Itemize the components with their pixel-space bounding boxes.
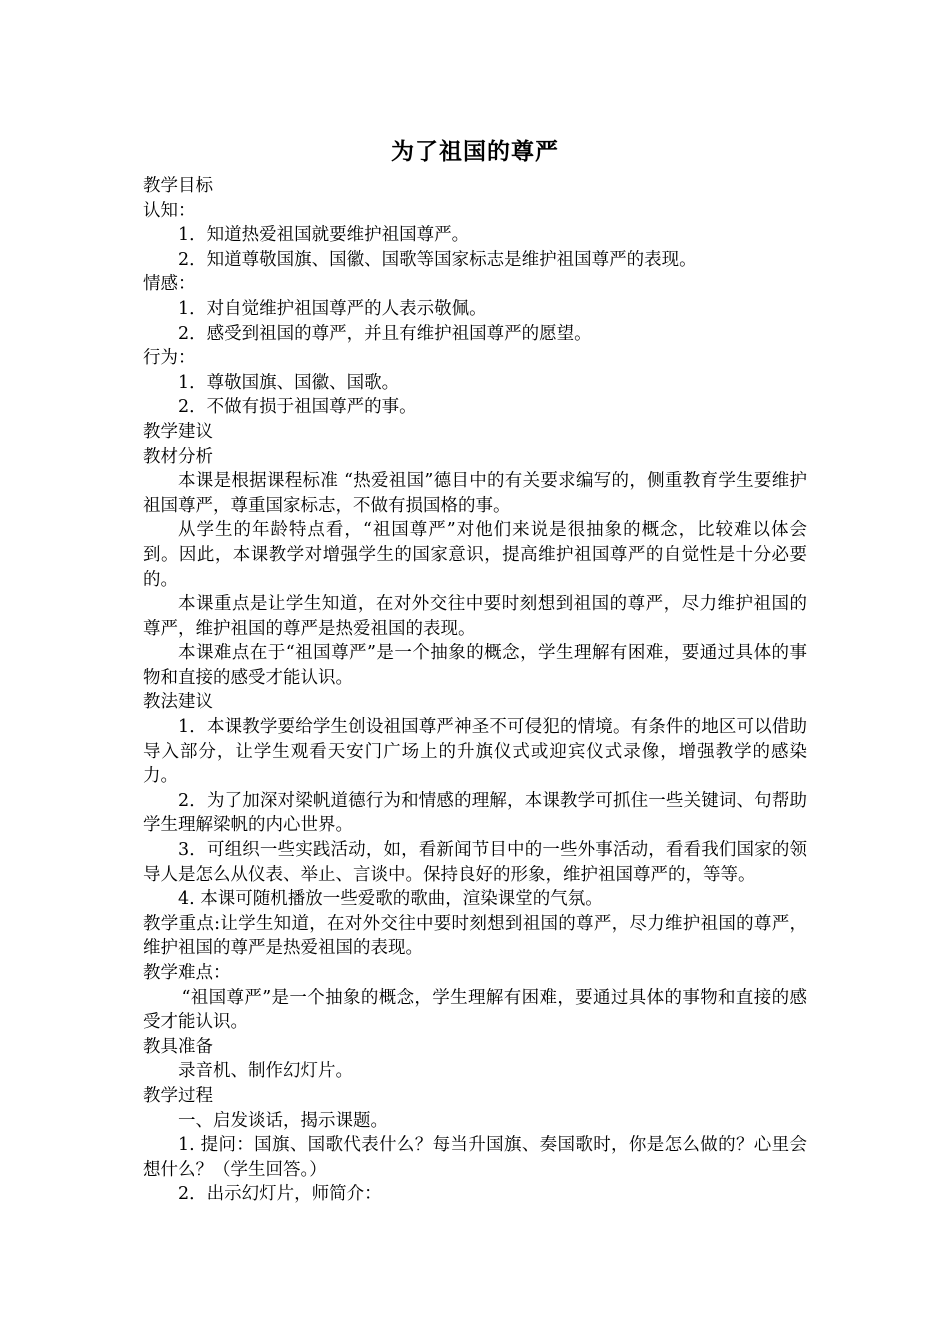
body-paragraph: 2．感受到祖国的尊严，并且有维护祖国尊严的愿望。 [178,323,592,344]
document-title: 为了祖国的尊严 [391,139,559,165]
body-paragraph: 1．知道热爱祖国就要维护祖国尊严。 [178,225,470,246]
body-paragraph: 1．尊敬国旗、国徽、国歌。 [178,372,400,393]
body-paragraph: 2．出示幻灯片，师简介： [178,1184,382,1205]
body-paragraph: 1．对自觉维护祖国尊严的人表示敬佩。 [178,298,487,319]
body-paragraph: 2．为了加深对梁帆道德行为和情感的理解，本课教学可抓住一些关键词、句帮助学生理解梁帆的内心世界。 [143,790,807,836]
body-paragraph: 一、启发谈话，揭示课题。 [178,1110,388,1131]
body-paragraph: 1．本课教学要给学生创设祖国尊严神圣不可侵犯的情境。有条件的地区可以借助导入部分，让学生观看天安门广场上的升旗仪式或迎宾仪式录像，增强教学的感染力。 [143,717,807,787]
body-paragraph: 本课是根据课程标准 “热爱祖国”德目中的有关要求编写的，侧重教育学生要维护祖国尊严，尊重国家标志，不做有损国格的事。 [143,471,807,516]
body-paragraph: 2．不做有损于祖国尊严的事。 [178,397,417,418]
document-body [143,174,807,1207]
body-paragraph: 本课难点在于“祖国尊严”是一个抽象的概念，学生理解有困难，要通过具体的事物和直接的感受才能认识。 [143,643,807,688]
section-heading: 认知： [143,200,196,221]
body-paragraph: 4. 本课可随机播放一些爱歌的歌曲，渲染课堂的气氛。 [178,889,603,910]
section-heading: 教学目标 [143,176,213,196]
body-paragraph: 本课重点是让学生知道，在对外交往中要时刻想到祖国的尊严，尽力维护祖国的尊严，维护祖国的尊严是热爱祖国的表现。 [143,594,807,639]
section-heading: 教法建议 [143,692,213,713]
body-paragraph: 从学生的年龄特点看，“祖国尊严”对他们来说是很抽象的概念，比较难以体会到。因此，本课教学对增强学生的国家意识，提高维护祖国尊严的自觉性是十分必要的。 [143,520,807,590]
body-paragraph: 录音机、制作幻灯片。 [178,1061,353,1082]
body-paragraph: 3．可组织一些实践活动，如，看新闻节目中的一些外事活动，看看我们国家的领导人是怎么从仪表、举止、言谈中。保持良好的形象，维护祖国尊严的，等等。 [143,840,807,885]
section-heading: 情感： [143,274,196,295]
body-paragraph: “祖国尊严”是一个抽象的概念，学生理解有困难，要通过具体的事物和直接的感受才能认识。 [143,987,807,1033]
section-heading: 教学建议 [143,421,213,442]
body-paragraph: 1. 提问：国旗、国歌代表什么？每当升国旗、奏国歌时，你是怎么做的？心里会想什么？（学生回答。） [143,1135,807,1180]
section-heading: 教学过程 [143,1085,213,1106]
body-paragraph: 教学重点:让学生知道，在对外交往中要时刻想到祖国的尊严，尽力维护祖国的尊严，维护祖国的尊严是热爱祖国的表现。 [143,913,807,959]
section-heading: 教材分析 [143,446,213,467]
section-heading: 行为： [143,348,196,369]
section-heading: 教学难点： [143,963,231,983]
document-page [143,134,807,1207]
body-paragraph: 2．知道尊敬国旗、国徽、国歌等国家标志是维护祖国尊严的表现。 [178,249,697,270]
section-heading: 教具准备 [143,1036,213,1057]
